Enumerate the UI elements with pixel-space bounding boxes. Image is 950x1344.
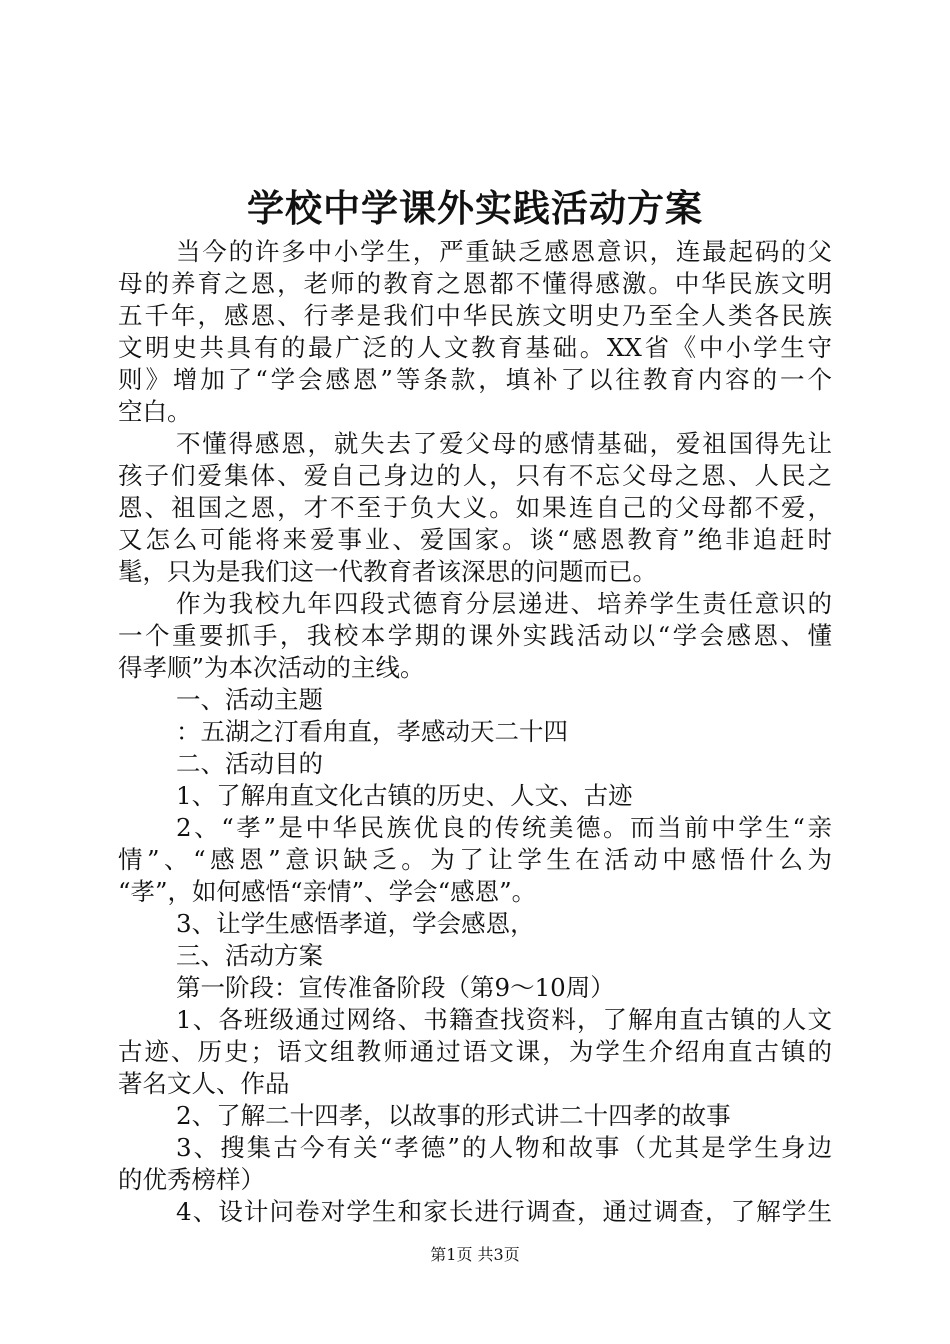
text-line: 2、了解二十四孝，以故事的形式讲二十四孝的故事	[176, 1101, 731, 1130]
text-line: 古迹、历史；语文组教师通过语文课，为学生介绍甪直古镇的	[118, 1037, 832, 1066]
text-line: 3、搜集古今有关“孝德”的人物和故事（尤其是学生身边	[176, 1133, 832, 1162]
document-body	[118, 236, 832, 1228]
text-line: 母的养育之恩，老师的教育之恩都不懂得感激。中华民族文明	[118, 269, 832, 298]
text-line: 1、各班级通过网络、书籍查找资料，了解甪直古镇的人文	[176, 1005, 832, 1034]
text-line: 三、活动方案	[176, 941, 323, 970]
text-line: 第一阶段：宣传准备阶段（第9～10周）	[176, 973, 615, 1002]
text-line: 著名文人、作品	[118, 1069, 290, 1098]
text-line: 作为我校九年四段式德育分层递进、培养学生责任意识的	[176, 589, 832, 618]
text-line: 3、让学生感悟孝道，学会感恩，	[176, 909, 535, 938]
text-line: 情”、“感恩”意识缺乏。为了让学生在活动中感悟什么为	[118, 845, 832, 874]
text-line: 1、了解甪直文化古镇的历史、人文、古迹	[176, 781, 633, 810]
text-line: 2、“孝”是中华民族优良的传统美德。而当前中学生“亲	[176, 813, 832, 842]
text-line: 一个重要抓手，我校本学期的课外实践活动以“学会感恩、懂	[118, 621, 832, 650]
text-line: 又怎么可能将来爱事业、爱国家。谈“感恩教育”绝非追赶时	[118, 525, 832, 554]
text-line: 文明史共具有的最广泛的人文教育基础。XX省《中小学生守	[118, 333, 832, 362]
text-line: 五千年，感恩、行孝是我们中华民族文明史乃至全人类各民族	[118, 301, 832, 330]
page-footer: 第1页 共3页	[430, 1245, 520, 1264]
text-line: 不懂得感恩，就失去了爱父母的感情基础，爱祖国得先让	[176, 429, 832, 458]
text-line: 一、活动主题	[176, 685, 323, 714]
text-line: 髦，只为是我们这一代教育者该深思的问题而已。	[118, 557, 657, 586]
text-line: “孝”，如何感悟“亲情”、学会“感恩”。	[118, 877, 537, 906]
text-line: 4、设计问卷对学生和家长进行调查，通过调查，了解学生	[176, 1197, 832, 1226]
text-line: ：五湖之汀看甪直，孝感动天二十四	[176, 717, 568, 746]
text-line: 孩子们爱集体、爱自己身边的人，只有不忘父母之恩、人民之	[118, 461, 832, 490]
text-line: 得孝顺”为本次活动的主线。	[118, 653, 425, 682]
text-line: 二、活动目的	[176, 749, 323, 778]
text-line: 当今的许多中小学生，严重缺乏感恩意识，连最起码的父	[176, 237, 832, 266]
document-title: 学校中学课外实践活动方案	[247, 186, 703, 230]
text-line: 的优秀榜样）	[118, 1165, 265, 1194]
text-line: 则》增加了“学会感恩”等条款，填补了以往教育内容的一个	[118, 365, 832, 394]
text-line: 恩、祖国之恩，才不至于负大义。如果连自己的父母都不爱，	[118, 493, 832, 522]
text-line: 空白。	[118, 397, 192, 426]
